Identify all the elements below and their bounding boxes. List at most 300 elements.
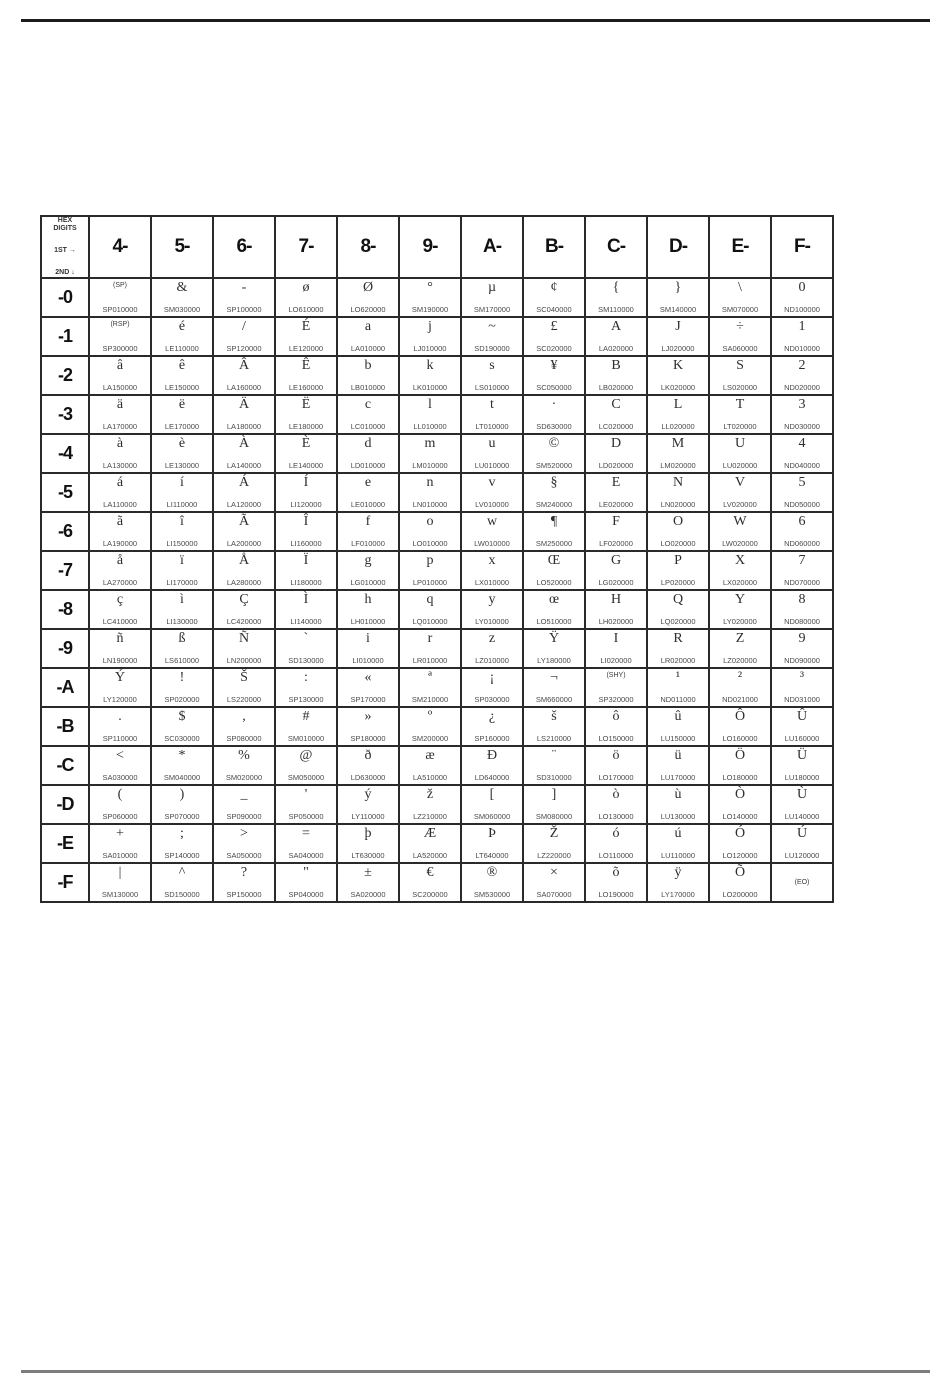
code-cell — [399, 395, 461, 434]
character-glyph: À — [238, 436, 250, 451]
character-glyph: õ — [612, 865, 620, 880]
character-glyph: 7 — [798, 553, 806, 568]
character-glyph: { — [612, 280, 620, 295]
character-glyph: · — [551, 397, 557, 412]
table-row — [41, 473, 833, 512]
gcgid-code: LV010000 — [475, 500, 509, 509]
character-glyph: ¥ — [550, 358, 558, 373]
character-glyph: e — [364, 475, 372, 490]
table-row — [41, 434, 833, 473]
gcgid-code: LG010000 — [350, 578, 386, 587]
character-glyph: C — [611, 397, 621, 412]
gcgid-code: LO200000 — [722, 890, 758, 899]
gcgid-code: LD010000 — [350, 461, 386, 470]
code-cell — [709, 278, 771, 317]
character-glyph: 8 — [798, 592, 806, 607]
gcgid-code: LD640000 — [474, 773, 510, 782]
character-glyph: î — [180, 514, 184, 529]
code-cell — [771, 551, 833, 590]
gcgid-code: LZ220000 — [537, 851, 571, 860]
character-glyph: µ — [487, 280, 497, 295]
code-cell — [771, 590, 833, 629]
code-cell — [89, 785, 151, 824]
gcgid-code: SM250000 — [535, 539, 573, 548]
gcgid-code: SM190000 — [411, 305, 449, 314]
corner-second-arrow: 2ND ↓ — [55, 269, 75, 276]
gcgid-code: LJ020000 — [661, 344, 695, 353]
column-header-9: 9- — [399, 216, 461, 278]
code-cell — [585, 356, 647, 395]
character-glyph: ê — [178, 358, 186, 373]
code-cell — [709, 317, 771, 356]
gcgid-code: LC020000 — [598, 422, 634, 431]
gcgid-code: SA030000 — [102, 773, 138, 782]
character-glyph: Ü — [796, 748, 808, 763]
character-glyph: Ó — [734, 826, 746, 841]
character-glyph: ¨ — [551, 748, 557, 763]
gcgid-code: LE170000 — [164, 422, 200, 431]
gcgid-code: SM040000 — [163, 773, 201, 782]
table-row — [41, 551, 833, 590]
row-label: -E — [41, 824, 89, 863]
gcgid-code: LS220000 — [226, 695, 262, 704]
code-cell — [89, 551, 151, 590]
code-cell — [89, 473, 151, 512]
gcgid-code: ND060000 — [784, 539, 820, 548]
character-glyph: Ò — [734, 787, 746, 802]
character-glyph: l — [428, 397, 432, 412]
gcgid-code: SA020000 — [350, 890, 386, 899]
code-cell — [585, 629, 647, 668]
column-header-7: 7- — [275, 216, 337, 278]
gcgid-code: ND020000 — [784, 383, 820, 392]
character-glyph: w — [486, 514, 498, 529]
gcgid-code: SM070000 — [721, 305, 759, 314]
gcgid-code: LO140000 — [722, 812, 758, 821]
code-cell — [771, 278, 833, 317]
row-label: -1 — [41, 317, 89, 356]
gcgid-code: SP300000 — [102, 344, 138, 353]
character-glyph: Ñ — [238, 631, 250, 646]
character-glyph: ; — [180, 826, 184, 841]
character-glyph: % — [238, 748, 250, 763]
character-glyph: £ — [550, 319, 558, 334]
gcgid-code: ND070000 — [784, 578, 820, 587]
code-cell — [647, 434, 709, 473]
character-glyph: D — [610, 436, 622, 451]
character-glyph: í — [180, 475, 184, 490]
code-cell — [523, 278, 585, 317]
character-glyph: Ë — [301, 397, 311, 412]
character-glyph: m — [424, 436, 436, 451]
character-glyph: ó — [612, 826, 620, 841]
character-glyph: " — [303, 865, 309, 880]
corner-digits: DIGITS — [53, 225, 77, 232]
character-glyph: (SP) — [113, 282, 127, 289]
code-cell — [771, 395, 833, 434]
code-cell — [151, 824, 213, 863]
code-cell — [585, 590, 647, 629]
gcgid-code: LY020000 — [723, 617, 757, 626]
code-cell — [89, 863, 151, 902]
code-cell — [523, 668, 585, 707]
character-glyph: V — [734, 475, 746, 490]
code-cell — [213, 395, 275, 434]
code-cell — [151, 356, 213, 395]
gcgid-code: SC020000 — [536, 344, 572, 353]
code-cell — [709, 590, 771, 629]
character-glyph: ^ — [178, 865, 186, 880]
code-cell — [151, 746, 213, 785]
character-glyph: E — [611, 475, 621, 490]
character-glyph: ë — [178, 397, 186, 412]
character-glyph: þ — [364, 826, 372, 841]
character-glyph: r — [427, 631, 433, 646]
gcgid-code: LC420000 — [226, 617, 262, 626]
character-glyph: a — [364, 319, 372, 334]
character-glyph: Ù — [796, 787, 808, 802]
character-glyph: X — [734, 553, 746, 568]
character-glyph: ° — [427, 280, 433, 295]
character-glyph: ô — [612, 709, 620, 724]
code-cell — [585, 863, 647, 902]
column-header-6: 6- — [213, 216, 275, 278]
code-cell — [337, 785, 399, 824]
character-glyph: Ê — [301, 358, 311, 373]
codepage-table — [40, 215, 834, 903]
character-glyph: : — [304, 670, 308, 685]
code-cell — [151, 551, 213, 590]
gcgid-code: LA180000 — [226, 422, 262, 431]
code-cell — [523, 356, 585, 395]
gcgid-code: SD130000 — [288, 656, 324, 665]
gcgid-code: LX020000 — [722, 578, 758, 587]
character-glyph: € — [426, 865, 434, 880]
column-header-4: 4- — [89, 216, 151, 278]
gcgid-code: ND040000 — [784, 461, 820, 470]
character-glyph: q — [426, 592, 434, 607]
gcgid-code: SD630000 — [536, 422, 572, 431]
gcgid-code: LU160000 — [784, 734, 820, 743]
character-glyph: f — [365, 514, 371, 529]
code-cell — [709, 512, 771, 551]
code-cell — [275, 746, 337, 785]
character-glyph: ( — [117, 787, 123, 802]
gcgid-code: ND010000 — [784, 344, 820, 353]
character-glyph: h — [364, 592, 372, 607]
character-glyph: S — [736, 358, 744, 373]
gcgid-code: SC200000 — [412, 890, 448, 899]
code-cell — [89, 356, 151, 395]
gcgid-code: SM200000 — [411, 734, 449, 743]
character-glyph: 9 — [798, 631, 806, 646]
code-cell — [399, 317, 461, 356]
character-glyph: Ì — [303, 592, 309, 607]
code-cell — [337, 317, 399, 356]
gcgid-code: LA510000 — [412, 773, 448, 782]
code-cell — [337, 278, 399, 317]
column-header-a: A- — [461, 216, 523, 278]
gcgid-code: SA070000 — [536, 890, 572, 899]
character-glyph: c — [364, 397, 372, 412]
code-cell — [523, 785, 585, 824]
row-label: -D — [41, 785, 89, 824]
code-cell — [461, 629, 523, 668]
character-glyph: 4 — [798, 436, 806, 451]
code-cell — [399, 707, 461, 746]
page-bottom-rule — [21, 1370, 930, 1373]
character-glyph: R — [673, 631, 683, 646]
gcgid-code: LS020000 — [722, 383, 758, 392]
code-cell — [709, 434, 771, 473]
code-cell — [89, 434, 151, 473]
gcgid-code: SM020000 — [225, 773, 263, 782]
code-cell — [647, 278, 709, 317]
gcgid-code: LS610000 — [164, 656, 200, 665]
gcgid-code: SP070000 — [164, 812, 200, 821]
code-cell — [709, 356, 771, 395]
gcgid-code: LI010000 — [352, 656, 384, 665]
row-label: -6 — [41, 512, 89, 551]
character-glyph: Á — [238, 475, 250, 490]
code-cell — [771, 824, 833, 863]
gcgid-code: LN190000 — [102, 656, 138, 665]
gcgid-code: LO170000 — [598, 773, 634, 782]
gcgid-code: SM170000 — [473, 305, 511, 314]
gcgid-code: SM060000 — [473, 812, 511, 821]
gcgid-code: LY180000 — [537, 656, 571, 665]
gcgid-code: SP080000 — [226, 734, 262, 743]
gcgid-code: SP120000 — [226, 344, 262, 353]
gcgid-code: LT010000 — [475, 422, 509, 431]
code-cell — [213, 278, 275, 317]
gcgid-code: LU120000 — [784, 851, 820, 860]
code-cell — [647, 668, 709, 707]
character-glyph: ' — [304, 787, 308, 802]
gcgid-code: SM660000 — [535, 695, 573, 704]
code-cell — [213, 668, 275, 707]
character-glyph: s — [489, 358, 495, 373]
gcgid-code: LO120000 — [722, 851, 758, 860]
code-cell — [89, 278, 151, 317]
code-cell — [399, 590, 461, 629]
gcgid-code: LN010000 — [412, 500, 448, 509]
character-glyph: Y — [734, 592, 746, 607]
gcgid-code: LV020000 — [723, 500, 757, 509]
character-glyph: ? — [240, 865, 248, 880]
character-glyph: ž — [426, 787, 434, 802]
character-glyph: × — [550, 865, 558, 880]
code-cell — [709, 551, 771, 590]
gcgid-code: LQ010000 — [412, 617, 448, 626]
character-glyph: > — [240, 826, 248, 841]
character-glyph: 2 — [798, 358, 806, 373]
gcgid-code: LM020000 — [660, 461, 696, 470]
code-cell — [523, 629, 585, 668]
code-cell — [771, 785, 833, 824]
code-cell — [771, 863, 833, 902]
column-header-5: 5- — [151, 216, 213, 278]
code-cell — [461, 746, 523, 785]
character-glyph: * — [178, 748, 186, 763]
gcgid-code: LN200000 — [226, 656, 262, 665]
row-label: -8 — [41, 590, 89, 629]
code-cell — [399, 356, 461, 395]
character-glyph: K — [672, 358, 684, 373]
code-cell — [709, 395, 771, 434]
code-cell — [337, 668, 399, 707]
gcgid-code: LE010000 — [350, 500, 386, 509]
gcgid-code: LO150000 — [598, 734, 634, 743]
gcgid-code: SP180000 — [350, 734, 386, 743]
gcgid-code: LC410000 — [102, 617, 138, 626]
table-row — [41, 395, 833, 434]
character-glyph: - — [241, 280, 247, 295]
character-glyph: I — [613, 631, 619, 646]
character-glyph: L — [673, 397, 683, 412]
row-label: -C — [41, 746, 89, 785]
corner-first-arrow: 1ST → — [54, 247, 76, 254]
character-glyph: o — [426, 514, 434, 529]
code-cell — [523, 707, 585, 746]
gcgid-code: LE020000 — [598, 500, 634, 509]
character-glyph: p — [426, 553, 434, 568]
code-cell — [275, 668, 337, 707]
character-glyph: v — [488, 475, 496, 490]
character-glyph: P — [674, 553, 682, 568]
gcgid-code: SA040000 — [288, 851, 324, 860]
character-glyph: œ — [548, 592, 560, 607]
character-glyph: É — [301, 319, 311, 334]
character-glyph: Â — [238, 358, 250, 373]
code-cell — [151, 863, 213, 902]
code-cell — [337, 824, 399, 863]
gcgid-code: LQ020000 — [660, 617, 696, 626]
character-glyph: ¢ — [550, 280, 558, 295]
gcgid-code: ND031000 — [784, 695, 820, 704]
code-cell — [709, 473, 771, 512]
gcgid-code: LY170000 — [661, 890, 695, 899]
gcgid-code: SC040000 — [536, 305, 572, 314]
character-glyph: º — [427, 709, 433, 724]
code-cell — [461, 512, 523, 551]
gcgid-code: LU010000 — [474, 461, 510, 470]
gcgid-code: LA020000 — [598, 344, 634, 353]
code-cell — [523, 317, 585, 356]
code-cell — [585, 551, 647, 590]
code-cell — [585, 278, 647, 317]
code-cell — [523, 863, 585, 902]
code-cell — [337, 551, 399, 590]
character-glyph: Š — [240, 670, 248, 685]
code-cell — [151, 278, 213, 317]
gcgid-code: LS010000 — [474, 383, 510, 392]
code-cell — [461, 590, 523, 629]
code-cell — [213, 629, 275, 668]
code-cell — [151, 434, 213, 473]
gcgid-code: ND050000 — [784, 500, 820, 509]
character-glyph: « — [364, 670, 372, 685]
character-glyph: x — [488, 553, 496, 568]
character-glyph: / — [242, 319, 246, 334]
code-cell — [399, 473, 461, 512]
code-cell — [771, 707, 833, 746]
gcgid-code: LI170000 — [166, 578, 198, 587]
code-cell — [461, 863, 523, 902]
character-glyph: ã — [116, 514, 124, 529]
character-glyph: Ô — [734, 709, 746, 724]
character-glyph: © — [548, 436, 560, 451]
gcgid-code: LC010000 — [350, 422, 386, 431]
character-glyph: 0 — [798, 280, 806, 295]
code-cell — [647, 473, 709, 512]
gcgid-code: LO160000 — [722, 734, 758, 743]
code-cell — [275, 278, 337, 317]
code-cell — [585, 317, 647, 356]
character-glyph: + — [116, 826, 124, 841]
table-row — [41, 317, 833, 356]
code-cell — [337, 434, 399, 473]
gcgid-code: LA520000 — [412, 851, 448, 860]
character-glyph: 3 — [798, 397, 806, 412]
code-cell — [523, 824, 585, 863]
code-cell — [337, 473, 399, 512]
character-glyph: å — [116, 553, 124, 568]
character-glyph: é — [178, 319, 186, 334]
column-header-b: B- — [523, 216, 585, 278]
character-glyph: ÷ — [736, 319, 744, 334]
character-glyph: } — [674, 280, 682, 295]
character-glyph: @ — [299, 748, 313, 763]
table-row — [41, 356, 833, 395]
column-header-f: F- — [771, 216, 833, 278]
code-cell — [275, 473, 337, 512]
character-glyph: ¶ — [550, 514, 558, 529]
gcgid-code: LA170000 — [102, 422, 138, 431]
code-cell — [461, 317, 523, 356]
character-glyph: ÿ — [674, 865, 682, 880]
gcgid-code: LO110000 — [598, 851, 634, 860]
gcgid-code: LE130000 — [164, 461, 200, 470]
gcgid-code: LX010000 — [474, 578, 510, 587]
code-cell — [523, 590, 585, 629]
code-cell — [275, 707, 337, 746]
code-cell — [771, 512, 833, 551]
gcgid-code: LN020000 — [660, 500, 696, 509]
character-glyph: k — [426, 358, 434, 373]
code-cell — [337, 863, 399, 902]
row-label: -9 — [41, 629, 89, 668]
code-cell — [151, 590, 213, 629]
code-cell — [523, 512, 585, 551]
row-label: -0 — [41, 278, 89, 317]
gcgid-code: SC030000 — [164, 734, 200, 743]
code-cell — [213, 356, 275, 395]
code-cell — [213, 707, 275, 746]
gcgid-code: LA130000 — [102, 461, 138, 470]
code-cell — [89, 746, 151, 785]
character-glyph: ³ — [799, 670, 805, 685]
code-cell — [275, 590, 337, 629]
gcgid-code: SM130000 — [101, 890, 139, 899]
code-cell — [399, 512, 461, 551]
character-glyph: Ð — [486, 748, 498, 763]
code-cell — [275, 317, 337, 356]
code-cell — [585, 473, 647, 512]
gcgid-code: LT020000 — [723, 422, 757, 431]
gcgid-code: SP060000 — [102, 812, 138, 821]
character-glyph: M — [671, 436, 685, 451]
